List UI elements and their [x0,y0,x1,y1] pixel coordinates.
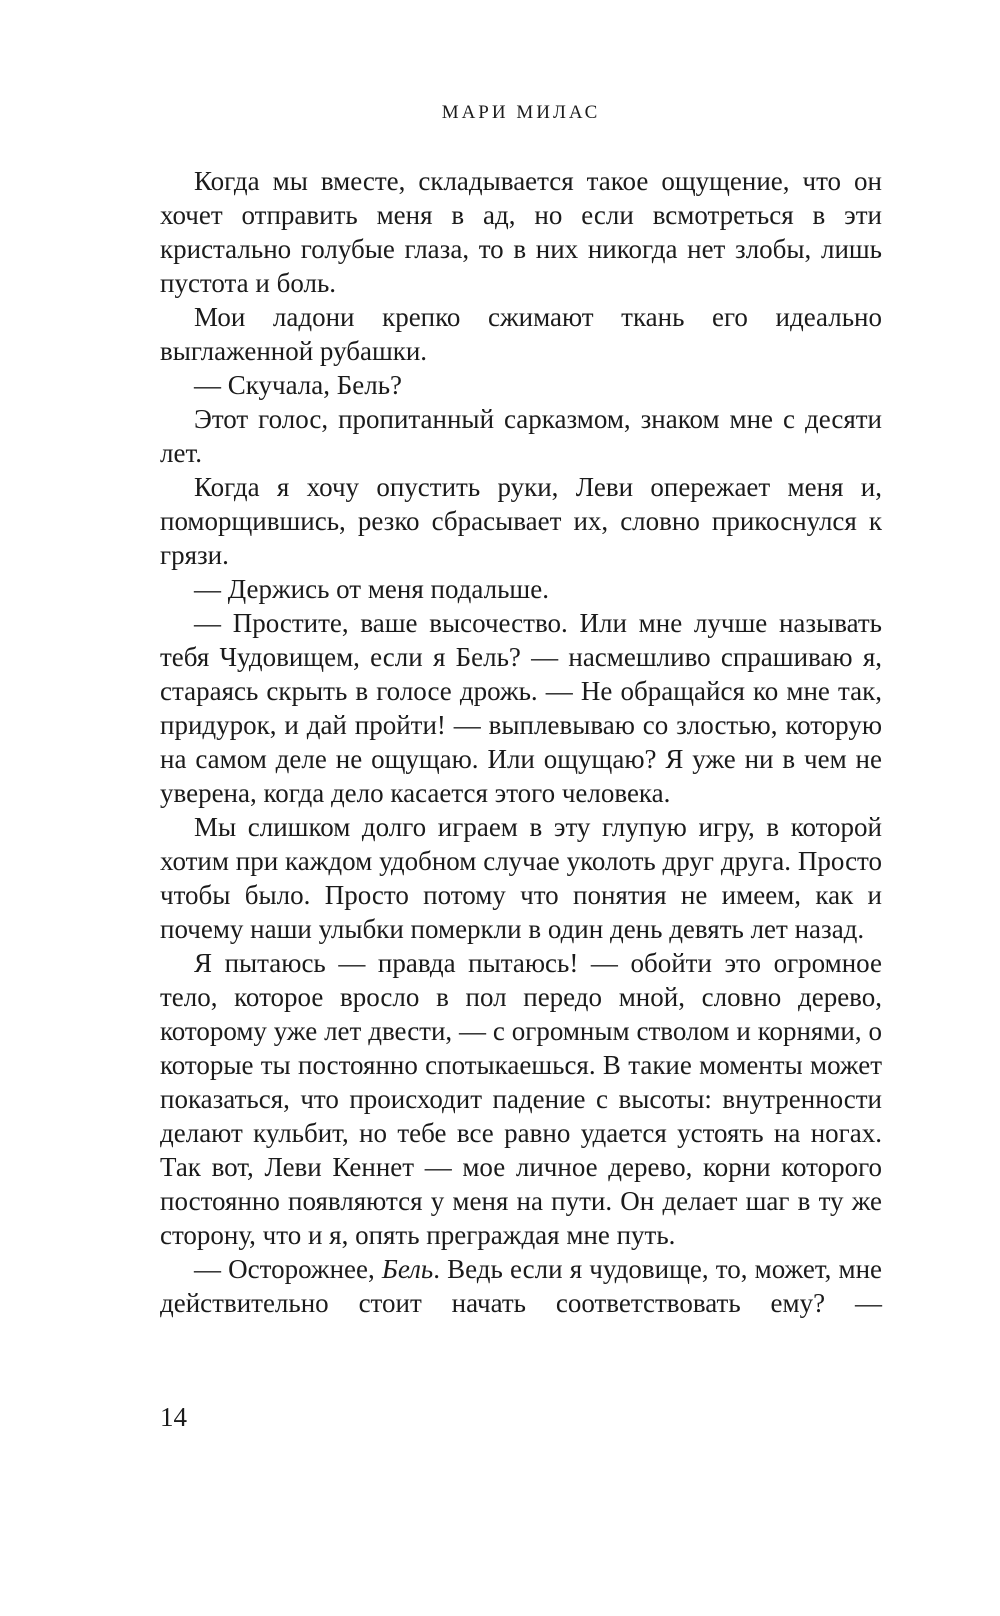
paragraph: Мои ладони крепко сжимают ткань его идеально выглаженной рубашки. [160,302,882,366]
paragraph: Мы слишком долго играем в эту глупую игру, в которой хотим при каждом удобном случае уколоть друг друга. Просто чтобы было. Просто потому что понятия не имеем, как и почему наши улыбки померкли в один день девять лет назад. [160,812,882,944]
paragraph: Когда мы вместе, складывается такое ощущение, что он хочет отправить меня в ад, но если всмотреться в эти кристально голубые глаза, то в них никогда нет злобы, лишь пустота и боль. [160,166,882,298]
running-header: МАРИ МИЛАС [441,102,601,123]
page-text [160,164,882,1320]
paragraph-dialogue: — Простите, ваше высочество. Или мне лучше называть тебя Чудовищем, если я Бель? — насмешливо спрашиваю я, стараясь скрыть в голосе дрожь. — Не обращайся ко мне так, придурок, и дай пройти! — выплевываю со злостью, которую на самом деле не ощущаю. Или ощущаю? Я уже ни в чем не уверена, когда дело касается этого человека. [160,608,882,808]
paragraph: Этот голос, пропитанный сарказмом, знаком мне с десяти лет. [160,404,882,468]
page-number: 14 [160,1402,187,1432]
paragraph: Когда я хочу опустить руки, Леви опережает меня и, поморщившись, резко сбрасывает их, словно прикоснулся к грязи. [160,472,882,570]
paragraph-dialogue [160,1252,882,1320]
paragraph-text: — Осторожнее, [194,1254,382,1284]
paragraph-dialogue: — Держись от меня подальше. [194,574,549,604]
paragraph-dialogue: — Скучала, Бель? [194,370,403,400]
paragraph: Я пытаюсь — правда пытаюсь! — обойти это огромное тело, которое вросло в пол передо мной, словно дерево, которому уже лет двести, — с огромным стволом и корнями, о которые ты постоянно спотыкаешься. В такие моменты может показаться, что происходит падение с высоты: внутренности делают кульбит, но тебе все равно удается устоять на ногах. Так вот, Леви Кеннет — мое личное дерево, корни которого постоянно появляются у меня на пути. Он делает шаг в ту же сторону, что и я, опять преграждая мне путь. [160,948,882,1250]
paragraph-text: . Ведь если я чудовище, то, может, мне действительно стоит начать соответствовать ему? — [160,1254,883,1318]
paragraph-text-italic: Бель [381,1254,434,1284]
